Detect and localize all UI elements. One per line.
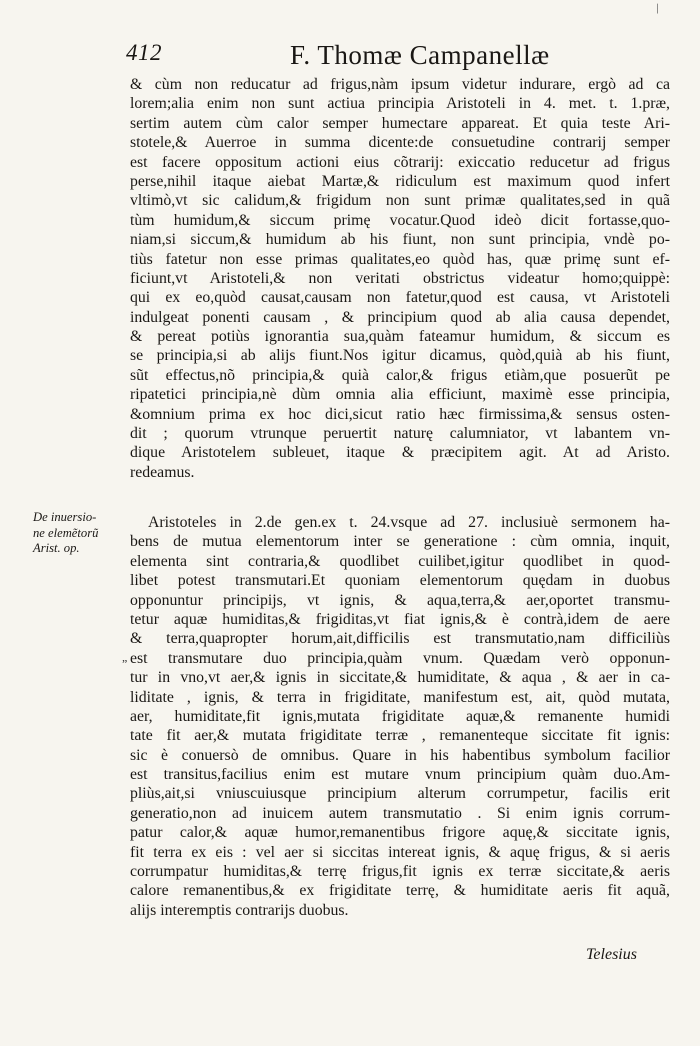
- margin-note-line: Arist. op.: [33, 541, 80, 556]
- text-line: tiùs fatetur non esse primas qualitates,eo quòd has, quæ primę sunt ef-: [130, 250, 670, 268]
- text-line: est facere oppositum actioni eius cõtrarij: exiccatio reducetur ad frigus: [130, 153, 670, 171]
- text-line: liditate , ignis, & terra in frigiditate, manifestum est, ait, quòd mutata,: [130, 688, 670, 706]
- text-line: elementa sint contraria,& quodlibet cuilibet,igitur quodlibet in quod-: [130, 552, 670, 570]
- text-line: aer, humiditate,fit ignis,mutata frigiditate aquæ,& remanente humidi: [130, 707, 670, 725]
- text-line: & terra,quapropter horum,ait,difficilis est transmutatio,nam difficiliùs: [130, 630, 670, 648]
- text-line: ficiunt,vt Aristoteli,& non veritati obstrictus videatur homo;quippè:: [130, 269, 670, 287]
- text-line: tur in vno,vt aer,& ignis in siccitate,& humiditate, & aqua , & aer in ca-: [130, 669, 670, 687]
- text-line: tùm humidum,& siccum primę vocatur.Quod ideò dicit fortasse,quo-: [130, 211, 670, 229]
- text-line: qui ex eo,quòd causat,causam non fatetur,quod est causa, vt Aristoteli: [130, 289, 670, 307]
- text-line: sertim autem cùm calor semper humectare appareat. Et quia teste Ari-: [130, 114, 670, 132]
- text-line: se principia,si ab alijs fiunt.Nos igitur dicamus, quòd,quià ab his fiunt,: [130, 347, 670, 365]
- text-line: redeamus.: [130, 463, 195, 481]
- stray-mark: „: [122, 650, 128, 664]
- running-title: F. Thomæ Campanellæ: [290, 40, 550, 70]
- text-line: & pereat potiùs ignorantia sua,quàm fateamur humidum, & siccum es: [130, 328, 670, 346]
- margin-note-line: De inuersio-: [33, 510, 97, 524]
- text-line: tate fit aer,& mutata frigiditate terræ , remanenteque siccitate fit ignis:: [130, 727, 670, 745]
- text-line: dit ; quorum vtrunque peruertit naturę calumniator, vt labantem vn-: [130, 425, 670, 443]
- page-header: [122, 40, 662, 72]
- text-line: perse,nihil itaque aiebat Martæ,& ridiculum est maximum quod infert: [130, 172, 670, 190]
- text-line: patur calor,& aquæ humor,remanentibus frigore aquę,& siccitate ignis,: [130, 824, 670, 842]
- text-line: est transmutare duo principia,quàm vnum. Quædam verò opponun-: [130, 649, 670, 667]
- catchword: Telesius: [586, 946, 637, 963]
- text-line: sũt effectus,nõ principia,& quià calor,& frigus etiàm,que posuerũt pe: [130, 366, 670, 384]
- text-line: lorem;alia enim non sunt actiua principia Aristoteli in 4. met. t. 1.præ,: [130, 95, 670, 113]
- text-line: fit terra ex eis : vel aer si siccitas intereat ignis, & aquę frigus, & si aeris: [130, 843, 670, 861]
- paragraph-2: [130, 513, 670, 920]
- text-line: & cùm non reducatur ad frigus,nàm ipsum videtur indurare, ergò ad ca: [130, 76, 670, 93]
- text-line: &omnium prima ex hoc dici,sicut ratio hæc firmissima,& sensus osten-: [130, 405, 670, 423]
- paragraph-1: [130, 75, 670, 482]
- text-line: bens de mutua elementorum inter se generatione : cùm omnia, inquit,: [130, 533, 670, 551]
- text-line: sic è conuersò de omnibus. Quare in his habentibus symbolum facilior: [130, 746, 670, 764]
- text-line: dique Aristotelem subleuet, itaque & præcipitem agit. At ad Aristo.: [130, 444, 670, 462]
- text-line: vltimò,vt sic calidum,& frigidum non sunt primæ qualitates,sed in quã: [130, 192, 670, 210]
- text-line: corrumpatur humiditas,& terrę frigus,fit ignis ex terræ siccitate,& aeris: [130, 863, 670, 881]
- text-line: est transitus,facilius enim est mutare vnum principium quàm duo.Am-: [130, 766, 670, 784]
- corner-mark: /: [653, 1, 663, 18]
- margin-note-line: ne elemẽtorũ: [33, 525, 99, 540]
- text-line: calore remanentibus,& ex frigiditate terrę, & humiditate aeris fit aquã,: [130, 882, 670, 900]
- text-line: niam,si siccum,& humidum ab his fiunt, non sunt principia, vndè po-: [130, 231, 670, 249]
- margin-note: [33, 510, 123, 557]
- text-line: generatio,non ad inuicem autem transmutatio . Si enim ignis corrum-: [130, 804, 670, 822]
- text-line: libet potest transmutari.Et quoniam elementorum quędam in duobus: [130, 572, 670, 590]
- text-line: pliùs,ait,si vniuscuiusque principium alterum corrumpetur, facilis erit: [130, 785, 670, 803]
- text-line: alijs interemptis contrarijs duobus.: [130, 901, 349, 919]
- text-line: ripatetici principia,nè dùm omnia alia efficiunt, maximè esse principia,: [130, 386, 670, 404]
- text-line: stotele,& Auerroe in summa dicente:de consuetudine contrarij semper: [130, 134, 670, 152]
- text-line: indulgeat ponenti causam , & principium quod ab alia causa dependet,: [130, 308, 670, 326]
- text-line: opponuntur principijs, vt ignis, & aqua,terra,& aer,oportet transmu-: [130, 591, 670, 609]
- text-line: Aristoteles in 2.de gen.ex t. 24.vsque ad 27. inclusiuè sermonem ha-: [148, 514, 670, 531]
- text-line: tetur aquæ humiditas,& frigiditas,vt fiat ignis,& è contrà,idem de aere: [130, 610, 670, 628]
- page-number: 412: [126, 40, 162, 65]
